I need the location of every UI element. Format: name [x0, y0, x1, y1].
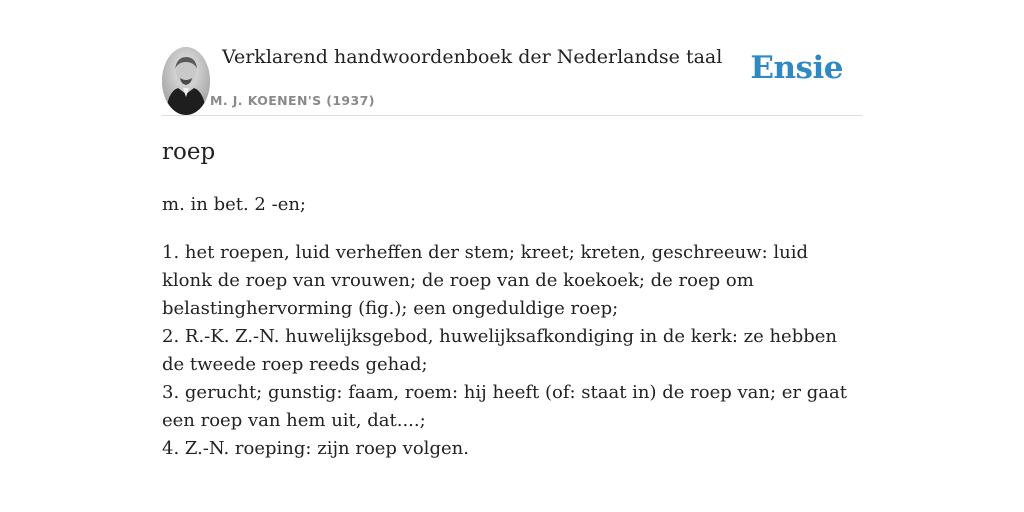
entry-grammar: m. in bet. 2 -en; [162, 194, 306, 215]
page [162, 0, 862, 459]
author-portrait [162, 47, 210, 115]
sense-4: 4. Z.-N. roeping: zijn roep volgen. [162, 438, 469, 459]
entry-headword: roep [162, 139, 216, 165]
ensie-logo-link[interactable]: Ensie [750, 50, 843, 86]
header [162, 0, 862, 116]
author-portrait-image [162, 47, 210, 115]
sense-3: 3. gerucht; gunstig: faam, roem: hij heeft (of: staat in) de roep van; er gaat een roep van hem uit, dat....; [162, 382, 847, 431]
author-label: M. J. KOENEN'S (1937) [210, 93, 375, 108]
sense-2: 2. R.-K. Z.-N. huwelijksgebod, huwelijksafkondiging in de kerk: ze hebben de tweede roep reeds gehad; [162, 326, 837, 375]
book-title: Verklarend handwoordenboek der Nederlandse taal [222, 46, 723, 68]
entry-senses [162, 239, 862, 463]
sense-1: 1. het roepen, luid verheffen der stem; kreet; kreten, geschreeuw: luid klonk de roep van vrouwen; de roep van de koekoek; de roep om belastinghervorming (fig.); een ongeduldige roep; [162, 242, 808, 319]
